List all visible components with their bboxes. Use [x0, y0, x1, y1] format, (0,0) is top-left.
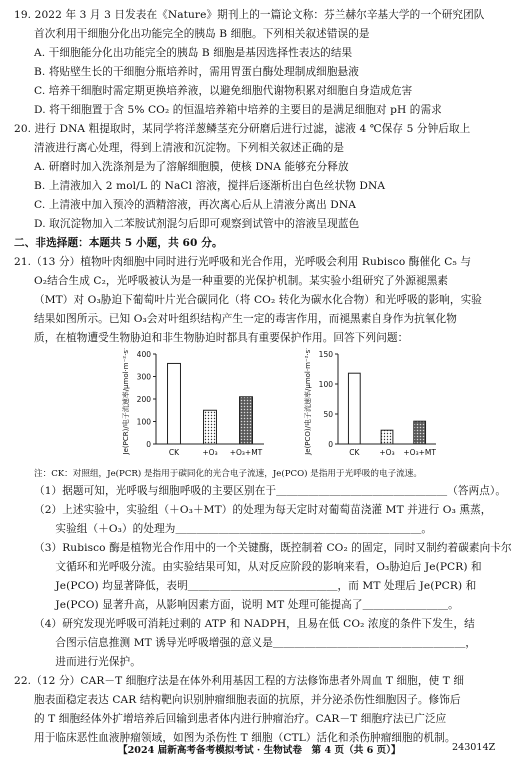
x-tick-label: +O₃+MT: [403, 448, 436, 457]
bar-1: [168, 363, 181, 444]
q21-sub2-line2: 实验组（＋O₃）的处理为＿＿＿＿＿＿＿＿＿＿＿＿＿＿＿＿＿＿＿＿＿＿＿。: [34, 523, 433, 535]
q21-sub3-line4: Je(PCO) 显著升高，从影响因素方面，说明 MT 处理可能提高了＿＿＿＿＿＿＿＿。: [34, 599, 459, 611]
q21-sub2-line1: （2）上述实验中，实验组（＋O₃＋MT）的处理为每天定时对葡萄苗浇灌 MT 并进行 O₃ 熏蒸，: [34, 504, 492, 516]
x-tick-label: +O₃+MT: [229, 448, 263, 457]
bar-3: [414, 421, 426, 444]
bar-2: [381, 430, 393, 444]
q21-sub3-line3: Je(PCO) 均显著降低，表明＿＿＿＿＿＿＿＿＿＿＿＿＿＿，而 MT 处理后 Je(PCR) 和: [34, 580, 477, 592]
y-tick-label: 300: [136, 372, 151, 382]
bar-2: [204, 410, 217, 444]
q21-sub3-line1: （3）Rubisco 酶是植物光合作用中的一个关键酶，既控制着 CO₂ 的固定，同时又制约着碳素向卡尔: [34, 542, 512, 554]
q21-sub4-line2: 合图示信息推测 MT 诱导光呼吸增强的意义是＿＿＿＿＿＿＿＿＿＿＿＿＿＿＿＿＿＿，: [34, 637, 477, 649]
y-tick-label: 150: [318, 350, 333, 359]
y-tick-label: 0: [328, 440, 333, 449]
q20-stem-line2: 清液进行离心处理，得到上清液和沉淀物。下列相关叙述正确的是: [34, 142, 345, 154]
q21-sub1: （1）据题可知，光呼吸与细胞呼吸的主要区别在于＿＿＿＿＿＿＿＿＿＿＿＿＿＿＿＿（答两点）。: [34, 485, 507, 497]
chart-note: 注：CK：对照组，Je(PCR) 是指用于碳同化的光合电子流速，Je(PCO) 是指用于光呼吸的电子流速。: [34, 469, 422, 479]
q19-option-b: B. 将贴壁生长的干细胞分瓶培养时，需用胃蛋白酶处理制成细胞悬液: [34, 66, 359, 78]
q20-option-c: C. 上清液中加入预冷的酒精溶液，再次离心后从上清液分离出 DNA: [34, 199, 356, 211]
q21-stem-line1: 21.（13 分）植物叶肉细胞中同时进行光呼吸和光合作用，光呼吸会利用 Rubisco 酶催化 C₅ 与: [14, 256, 472, 268]
y-axis-label: Je(PCO)/电子流速率/μmol·m⁻²·s⁻¹: [304, 348, 312, 455]
q20-option-a: A. 研磨时加入洗涤剂是为了溶解细胞膜，使核 DNA 能够充分释放: [34, 161, 349, 173]
q19-option-d: D. 将干细胞置于含 5% CO₂ 的恒温培养箱中培养的主要目的是满足细胞对 pH 的需求: [34, 104, 442, 116]
q21-stem-line3: （MT）对 O₃胁迫下葡萄叶片光合碳同化（将 CO₂ 转化为碳水化合物）和光呼吸的影响，实验: [34, 294, 482, 306]
y-tick-label: 200: [136, 395, 151, 404]
y-tick-label: 0: [146, 440, 151, 449]
q20-stem-line1: 20. 进行 DNA 粗提取时，某同学将洋葱鳞茎充分研磨后进行过滤，滤液 4 ℃保存 5 分钟后取上: [14, 123, 471, 135]
q19-option-c: C. 培养干细胞时需定期更换培养液，以避免细胞代谢物积累对细胞自身造成危害: [34, 85, 413, 97]
q19-stem-line2: 首次利用干细胞分化出功能完全的胰岛 B 细胞。下列相关叙述错误的是: [34, 28, 370, 40]
y-tick-label: 50: [323, 410, 333, 419]
x-tick-label: +O₃: [379, 448, 395, 457]
footer-code: 243014Z: [452, 742, 496, 753]
q21-sub3-line2: 文循环和光呼吸分流。由实验结果可知，从对反应阶段的影响来看，O₃胁迫后 Je(PCR) 和: [34, 561, 482, 573]
y-tick-label: 100: [136, 417, 151, 427]
q22-stem-line4: 用于临床恶性血液肿瘤领域，如图为杀伤性 T 细胞（CTL）活化和杀伤肿瘤细胞的机制。: [34, 732, 456, 744]
bar-1: [348, 373, 360, 444]
q21-sub4-line1: （4）研究发现光呼吸可消耗过剩的 ATP 和 NADPH，且易在低 CO₂ 浓度的条件下发生，结: [34, 618, 475, 630]
q21-stem-line5: 质，在植物遭受生物胁迫和非生物胁迫时都具有重要保护作用。回答下列问题：: [34, 332, 409, 344]
q19-option-a: A. 干细胞能分化出功能完全的胰岛 B 细胞是基因选择性表达的结果: [34, 47, 353, 59]
q22-stem-line2: 胞表面稳定表达 CAR 结构靶向识别肿瘤细胞表面的抗原，并分泌杀伤性细胞因子。修饰后: [34, 694, 461, 706]
x-tick-label: CK: [168, 448, 180, 457]
q22-stem-line3: 的 T 细胞经体外扩增培养后回输到患者体内进行肿瘤治疗。CAR－T 细胞疗法已广泛应: [34, 713, 447, 725]
q21-sub4-line3: 进而进行光保护。: [34, 656, 141, 668]
y-tick-label: 400: [136, 350, 151, 359]
section-heading: 二、非选择题：本题共 5 小题，共 60 分。: [14, 237, 223, 249]
x-tick-label: CK: [349, 448, 360, 457]
chart-je-pcr-svg: [108, 348, 268, 466]
chart-je-pco-svg: [290, 348, 440, 466]
q19-stem-line1: 19. 2022 年 3 月 3 日发表在《Nature》期刊上的一篇论文称：芬兰赫尔辛基大学的一个研究团队: [14, 9, 485, 21]
footer-title: 【2024 届新高考备考模拟考试 · 生物试卷 第 4 页（共 6 页）】: [118, 745, 401, 756]
chart-je-pco: [290, 348, 440, 466]
q21-stem-line4: 结果如图所示。已知 O₃会对叶组织结构产生一定的毒害作用，而褪黑素自身作为抗氧化物: [34, 313, 457, 325]
bar-3: [240, 397, 253, 444]
chart-je-pcr: [108, 348, 268, 466]
y-axis-label: Je(PCR)/电子流速率/μmol·m⁻²·s⁻¹: [122, 348, 130, 455]
q22-stem-line1: 22.（12 分）CAR－T 细胞疗法是在体外利用基因工程的方法修饰患者外周血 T 细胞，使 T 细: [14, 675, 465, 687]
y-tick-label: 100: [318, 380, 333, 389]
x-tick-label: +O₃: [202, 448, 218, 457]
q20-option-b: B. 上清液加入 2 mol/L 的 NaCl 溶液，搅拌后逐渐析出白色丝状物 DNA: [34, 180, 386, 192]
q21-stem-line2: O₂结合生成 C₂，光呼吸被认为是一种重要的光保护机制。某实验小组研究了外源褪黑素: [34, 275, 449, 287]
q20-option-d: D. 取沉淀物加入二苯胺试剂混匀后即可观察到试管中的溶液呈现蓝色: [34, 218, 360, 230]
